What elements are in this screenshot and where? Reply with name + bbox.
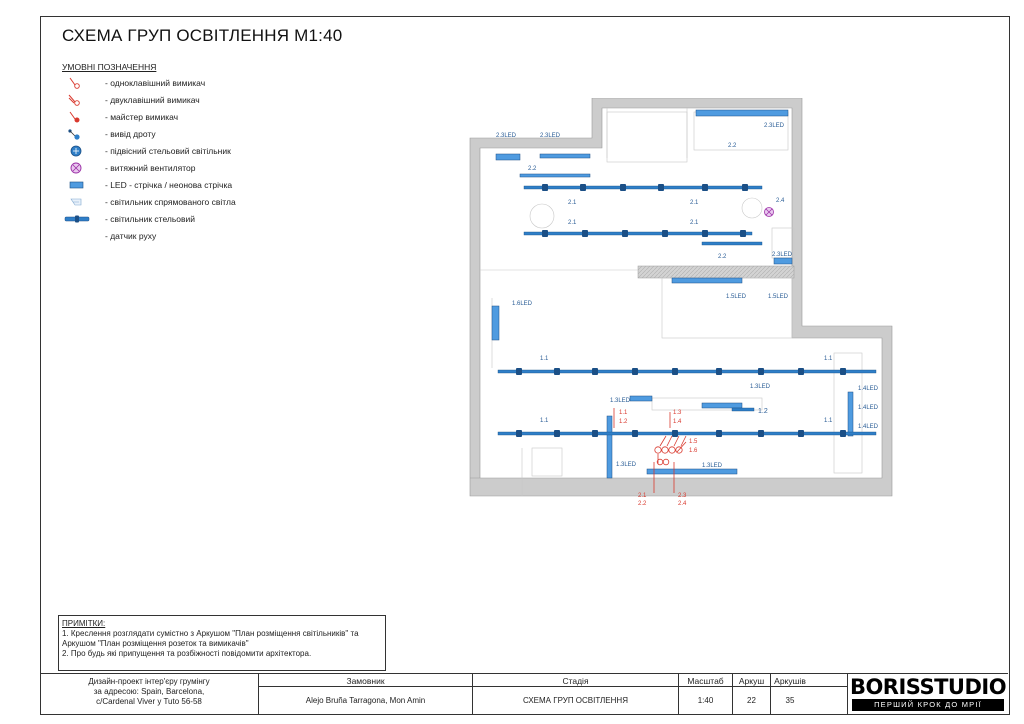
project-address: Дизайн-проект інтер'єру грумінгу за адресою: Spain, Barcelona, c/Cardenal Viver y Tuto 56-58 bbox=[88, 677, 210, 706]
page-title: СХЕМА ГРУП ОСВІТЛЕННЯ М1:40 bbox=[62, 26, 343, 45]
led-strip-1-3-b bbox=[702, 403, 742, 408]
legend-label: - витяжний вентилятор bbox=[105, 163, 196, 173]
led-strip-2-3-d bbox=[774, 258, 792, 264]
client-cell: Замовник Alejo Bruña Tarragona, Mon Amin bbox=[258, 674, 472, 714]
led-strip-1-3-d bbox=[647, 469, 737, 474]
plan-label: 1.1 bbox=[540, 356, 549, 362]
double-switch-icon bbox=[62, 93, 92, 107]
plan-label: 1.3LED bbox=[610, 398, 631, 404]
plan-label: 1.6LED bbox=[512, 301, 533, 307]
sheets-cell: Аркушів 35 bbox=[770, 674, 848, 714]
circuit-label: 1.2 bbox=[619, 419, 628, 425]
plan-label: 2.3LED bbox=[540, 133, 561, 139]
plan-label: 2.1 bbox=[568, 200, 577, 206]
plan-label: 2.1 bbox=[690, 220, 699, 226]
notes-box bbox=[58, 615, 386, 671]
legend-label: - підвісний стельовий світільник bbox=[105, 146, 231, 156]
legend-label: - світильник спрямованого світла bbox=[105, 197, 236, 207]
plan-label: 2.2 bbox=[528, 166, 537, 172]
master-switch-icon bbox=[62, 110, 92, 124]
plan-label: 1.5LED bbox=[726, 294, 747, 300]
legend-label: - датчик руху bbox=[105, 231, 157, 241]
circuit-label: 2.1 bbox=[638, 493, 647, 499]
plan-label: 1.3LED bbox=[702, 463, 723, 469]
plan-label: 2.1 bbox=[568, 220, 577, 226]
plan-label: 1.2 bbox=[758, 408, 768, 415]
ceiling-light-row-2-2 bbox=[702, 242, 762, 245]
note-2: 2. Про будь які припущення та розбіжності повідомити архітектора. bbox=[62, 649, 312, 658]
legend-label: - світильник стельовий bbox=[105, 214, 196, 224]
plan-label: 2.2 bbox=[728, 143, 737, 149]
legend-heading: УМОВНІ ПОЗНАЧЕННЯ bbox=[62, 62, 157, 72]
legend-label: - вивід дроту bbox=[105, 129, 156, 139]
circuit-label: 2.4 bbox=[678, 501, 687, 507]
exhaust-fan-icon bbox=[62, 161, 92, 175]
legend-label: - LED - стрічка / неонова стрічка bbox=[105, 180, 233, 190]
legend-label: - двуклавішний вимикач bbox=[105, 95, 200, 105]
led-strip-2-2 bbox=[520, 174, 590, 177]
led-strip-1-4 bbox=[848, 392, 853, 436]
led-strip-2-3-b bbox=[540, 154, 590, 158]
sheet-cell: Аркуш 22 bbox=[732, 674, 770, 714]
plan-label: 1.3LED bbox=[616, 462, 637, 468]
led-strip-icon bbox=[62, 178, 92, 192]
plan-label: 2.3LED bbox=[496, 133, 517, 139]
plan-label: 2.3LED bbox=[772, 252, 793, 258]
ceiling-light-row-2-1-b bbox=[524, 232, 752, 235]
led-strip-2-3-c bbox=[696, 110, 788, 116]
exhaust-fan-icon bbox=[765, 208, 774, 217]
notes-heading: ПРИМІТКИ: bbox=[62, 619, 106, 628]
plan-label: 1.1 bbox=[824, 356, 833, 362]
led-strip-1-3-a bbox=[630, 396, 652, 401]
walls bbox=[470, 98, 892, 496]
ceiling-light-icon bbox=[62, 212, 92, 226]
ceiling-light-1-2 bbox=[732, 408, 754, 411]
title-block bbox=[40, 673, 1008, 714]
plan-label: 1.1 bbox=[540, 418, 549, 424]
circuit-label: 1.6 bbox=[689, 448, 698, 454]
circuit-label: 1.5 bbox=[689, 439, 698, 445]
plan-label: 1.4LED bbox=[858, 405, 879, 411]
legend-label: - майстер вимикач bbox=[105, 112, 179, 122]
motion-sensor-icon bbox=[62, 229, 92, 243]
single-switch-icon bbox=[62, 76, 92, 90]
plan-label: 2.2 bbox=[718, 254, 727, 260]
plan-label: 1.4LED bbox=[858, 386, 879, 392]
scale-cell: Масштаб 1:40 bbox=[678, 674, 732, 714]
note-1: 1. Креслення розглядати сумістно з Аркушом "План розміщення світільників" та Аркушом "План розміщення розеток та вимикачів" bbox=[62, 629, 359, 648]
legend-label: - одноклавішний вимикач bbox=[105, 78, 206, 88]
plan-label: 1.1 bbox=[824, 418, 833, 424]
circuit-label: 1.3 bbox=[673, 410, 682, 416]
wire-outlet-icon bbox=[62, 127, 92, 141]
studio-logo: BORISSTUDIO ПЕРШИЙ КРОК ДО МРІЇ bbox=[849, 675, 1007, 709]
ceiling-lights bbox=[498, 186, 876, 435]
plan-label: 2.4 bbox=[776, 198, 785, 204]
plan-label: 1.3LED bbox=[750, 384, 771, 390]
circuit-label: 1.4 bbox=[673, 419, 682, 425]
stage-cell: Стадія СХЕМА ГРУП ОСВІТЛЕННЯ bbox=[472, 674, 678, 714]
led-strip-1-3-c bbox=[607, 416, 612, 478]
plan-label: 2.3LED bbox=[764, 123, 785, 129]
led-strip-1-6 bbox=[492, 306, 499, 340]
circuit-label: 2.3 bbox=[678, 493, 687, 499]
spotlight-icon bbox=[62, 195, 92, 209]
pendant-light-icon bbox=[62, 144, 92, 158]
plan-label: 2.1 bbox=[690, 200, 699, 206]
plan-label: 1.4LED bbox=[858, 424, 879, 430]
floor-plan bbox=[462, 98, 902, 518]
circuit-label: 2.2 bbox=[638, 501, 647, 507]
led-strip-2-3-a bbox=[496, 154, 520, 160]
circuit-label: 1.1 bbox=[619, 410, 628, 416]
plan-label: 1.5LED bbox=[768, 294, 789, 300]
led-strip-1-5-a bbox=[672, 278, 742, 283]
ceiling-light-row-2-1-a bbox=[524, 186, 762, 189]
